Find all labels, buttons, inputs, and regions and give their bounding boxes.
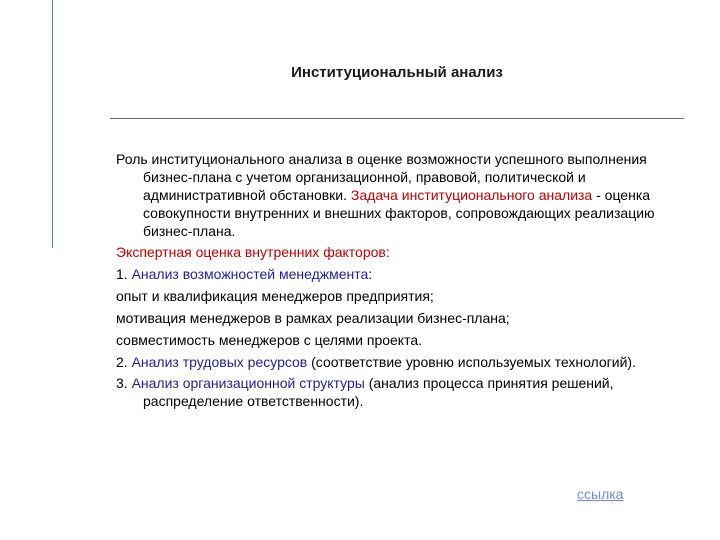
intro-text-b: - оценка совокупности внутренних и внешних факторов, сопровождающих реализацию бизнес-плана. bbox=[143, 187, 655, 239]
item-1 bbox=[116, 265, 676, 283]
title-divider bbox=[110, 118, 684, 119]
intro-text-a: Роль институционального анализа в оценке возможности успешного выполнения бизнес-плана с учетом организационной, правовой, политической и административной обстановки. bbox=[116, 151, 647, 203]
left-vertical-rule bbox=[52, 0, 53, 248]
item-2-label: Анализ трудовых ресурсов bbox=[131, 354, 308, 370]
item-3 bbox=[116, 374, 676, 410]
item-1-point: совместимость менеджеров с целями проекта. bbox=[116, 332, 423, 348]
item-1-number: 1. bbox=[116, 266, 132, 282]
intro-highlight: Задача институционального анализа bbox=[350, 187, 593, 203]
reference-link[interactable]: ссылка bbox=[577, 486, 624, 502]
item-3-label: Анализ организационной структуры bbox=[131, 375, 365, 391]
slide-title: Институциональный анализ bbox=[291, 64, 503, 81]
item-1-point: опыт и квалификация менеджеров предприятия; bbox=[116, 288, 434, 304]
item-3-number: 3. bbox=[116, 375, 132, 391]
item-2-number: 2. bbox=[116, 354, 132, 370]
item-1-suffix: : bbox=[368, 266, 373, 282]
item-1-label: Анализ возможностей менеджмента bbox=[131, 266, 369, 282]
item-3-rest: (анализ процесса принятия решений, распределение ответственности). bbox=[143, 375, 614, 409]
item-2-rest: (соответствие уровню используемых технологий). bbox=[307, 354, 636, 370]
expert-heading: Экспертная оценка внутренних факторов: bbox=[116, 244, 390, 260]
slide-body bbox=[116, 150, 676, 413]
intro-paragraph bbox=[116, 150, 676, 240]
item-1-point: мотивация менеджеров в рамках реализации бизнес-плана; bbox=[116, 310, 510, 326]
item-2 bbox=[116, 353, 676, 371]
